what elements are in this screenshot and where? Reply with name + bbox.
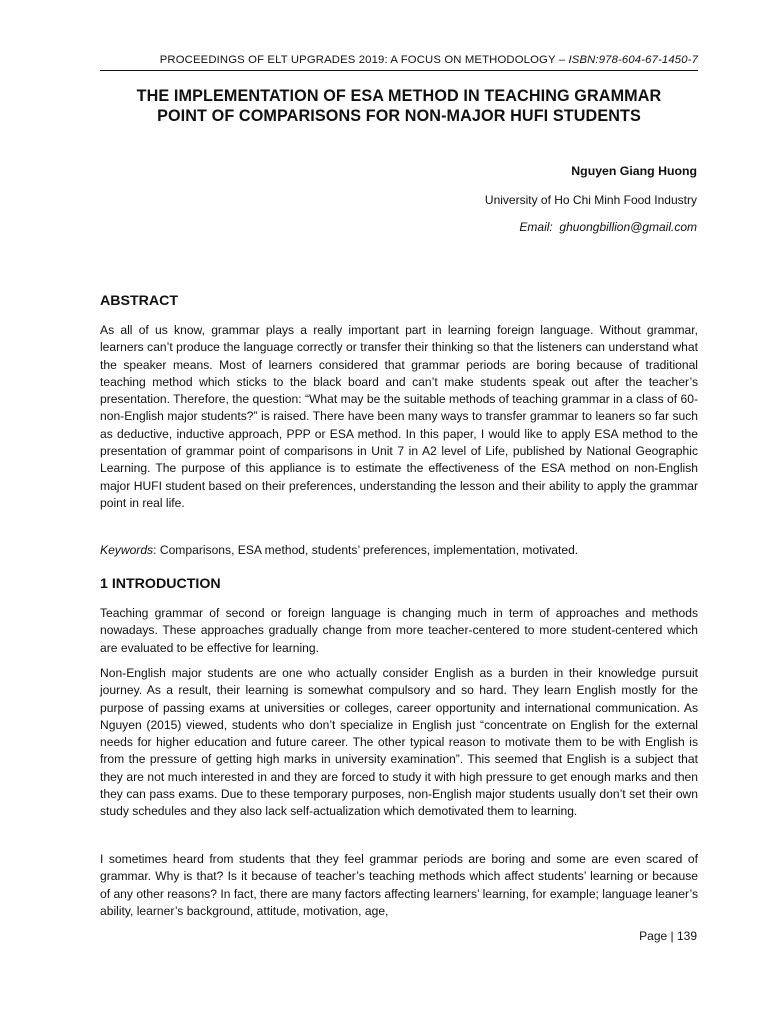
introduction-heading: 1 INTRODUCTION [100,576,221,592]
header-rule [100,70,698,71]
author-email-line [519,219,697,235]
running-header [100,52,698,68]
introduction-paragraph-3: I sometimes heard from students that they feel grammar periods are boring and some are even scared of grammar. Why is that? Is it because of teacher’s teaching methods which affect students’ learning or because of any other reasons? In fact, there are many factors affecting learners’ learning, for example; language leaner’s ability, learner’s background, attitude, motivation, age, [100,852,698,918]
proceedings-title: PROCEEDINGS OF ELT UPGRADES 2019: A FOCUS ON METHODOLOGY – [159,54,569,66]
paper-title [100,86,698,126]
keywords-line [100,542,698,559]
email-label: Email: [519,220,553,234]
isbn: ISBN:978-604-67-1450-7 [568,54,698,66]
paper-title-line-2: POINT OF COMPARISONS FOR NON-MAJOR HUFI STUDENTS [157,107,641,125]
abstract-text: As all of us know, grammar plays a really important part in learning foreign language. Without grammar, learners can’t produce the language correctly or transfer their thinking so that the listeners can understand what the speaker means. Most of learners considered that grammar periods are boring because of traditional teaching method which sticks to the black board and can’t make students speak out after the teacher’s presentation. Therefore, the question: “What may be the suitable methods of teaching grammar in a class of 60-non-English major students?” is raised. There have been many ways to transfer grammar to leaners so far such as deductive, inductive approach, PPP or ESA method. In this paper, I would like to apply ESA method to the presentation of grammar point of comparisons in Unit 7 in A2 level of Life, published by National Geographic Learning. The purpose of this appliance is to estimate the effectiveness of the ESA method on non-English major HUFI student based on their preferences, understanding the lesson and their ability to apply the grammar point in real life. [100,323,698,510]
page-number: Page | 139 [639,929,697,943]
introduction-paragraph-1: Teaching grammar of second or foreign language is changing much in term of approaches and methods nowadays. These approaches gradually change from more teacher-centered to more student-centered which are evaluated to be effective for learning. [100,606,698,655]
keywords-list: : Comparisons, ESA method, students’ preferences, implementation, motivated. [153,543,579,557]
keywords-label: Keywords [100,543,154,557]
email-address: ghuongbillion@gmail.com [559,220,697,234]
author-affiliation: University of Ho Chi Minh Food Industry [484,193,697,207]
author-name: Nguyen Giang Huong [571,164,697,178]
paper-title-line-1: THE IMPLEMENTATION OF ESA METHOD IN TEACHING GRAMMAR [136,87,662,105]
introduction-paragraph-2: Non-English major students are one who actually consider English as a burden in their knowledge pursuit journey. As a result, their learning is somewhat compulsory and so hard. They learn English mostly for the purpose of passing exams at universities or colleges, career opportunity and international communication. As Nguyen (2015) viewed, students who don’t specialize in English just “concentrate on English for the external needs for higher education and future career. The other typical reason to motivate them to be with English is from the pressure of getting high marks in university examination”. This seemed that English is a subject that they are not much interested in and they are forced to study it with high pressure to get enough marks and then they can pass exams. Due to these temporary purposes, non-English major students usually don’t set their own study schedules and they also lack self-actualization which demotivated them to learning. [100,666,698,819]
abstract-heading: ABSTRACT [100,293,179,309]
